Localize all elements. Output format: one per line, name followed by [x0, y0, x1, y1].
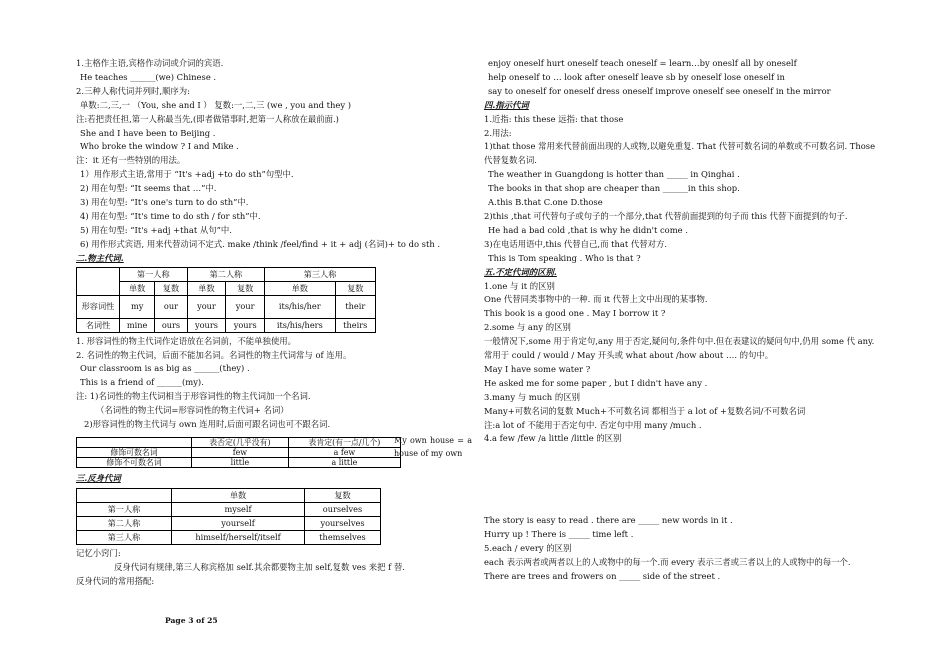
row-label: 第一人称 — [77, 502, 172, 516]
text-line: 3) 用在句型: “It's one's turn to do sth”中. — [80, 197, 249, 208]
section-heading-indefinite: 五.不定代词的区别. — [484, 266, 557, 277]
table-row — [77, 457, 401, 467]
table-header-cell: 第三人称 — [265, 267, 376, 281]
text-line: 2.some 与 any 的区别 — [484, 322, 571, 333]
table-header-cell: 复数 — [226, 281, 265, 295]
section-heading-possessive: 二.物主代词. — [76, 252, 124, 263]
table-row — [77, 530, 381, 544]
table-cell: your — [226, 295, 265, 318]
text-line: 3.many 与 much 的区别 — [484, 391, 580, 402]
text-line: 单数:二,三,一 （You, she and I ） 复数:一,二,三 (we , you and they ) — [80, 99, 352, 110]
text-line: The books in that shop are cheaper than ______in this shop. — [488, 183, 740, 194]
text-line: This book is a good one . May I borrow it ? — [484, 308, 666, 319]
table-header-row — [77, 437, 401, 447]
text-line: 1)that those 常用来代替前面出现的人或物,以避免重复. That 代替可数名词的单数或不可数名词. Those 代替复数名词. — [484, 141, 876, 166]
table-cell: themselves — [305, 530, 381, 544]
text-line: 反身代词的常用搭配: — [76, 575, 155, 586]
text-line: 2.用法: — [484, 127, 512, 138]
text-line: 2)this ,that 可代替句子或句子的一个部分,that 代替前面提到的句子而 this 代替下面提到的句子. — [484, 210, 848, 221]
row-label: 形容词性 — [77, 295, 120, 318]
text-line: This is a friend of ______(my). — [80, 377, 204, 388]
table-header-row — [77, 281, 376, 295]
row-label: 第三人称 — [77, 530, 172, 544]
text-line: He asked me for some paper , but I didn't have any . — [484, 377, 708, 388]
table-cell: their — [335, 295, 375, 318]
page-number: Page 3 of 25 — [165, 616, 218, 625]
table-cell: its/his/hers — [265, 318, 336, 332]
table-header-cell: 单数 — [265, 281, 336, 295]
text-line: May I have some water ? — [484, 363, 591, 374]
table-header-cell: 单数 — [187, 281, 226, 295]
table-cell: ours — [155, 318, 187, 332]
text-line: 4.a few /few /a little /little 的区别 — [484, 433, 622, 444]
table-cell: myself — [172, 502, 305, 516]
section-heading-demonstrative: 四.指示代词 — [484, 99, 529, 110]
text-line: 注: 1)名词性的物主代词相当于形容词性的物主代词加一个名词. — [76, 391, 311, 402]
text-line: 2) 用在句型: “It seems that …”中. — [80, 183, 217, 194]
row-label: 修饰不可数名词 — [77, 457, 192, 467]
text-line: 4) 用在句型: “It's time to do sth / for sth”中. — [80, 210, 261, 221]
text-line: 1.one 与 it 的区别 — [484, 280, 555, 291]
side-note: My own house = a house of my own — [394, 435, 472, 458]
table-header-cell: 第二人称 — [187, 267, 264, 281]
blank-space — [484, 446, 880, 514]
table-cell: our — [155, 295, 187, 318]
text-line: 5) 用在句型: “It's +adj +that 从句”中. — [80, 224, 232, 235]
row-label: 第二人称 — [77, 516, 172, 530]
text-line: Who broke the window ? I and Mike . — [80, 141, 239, 152]
table-cell: a little — [288, 457, 400, 467]
table-cell: theirs — [335, 318, 375, 332]
row-label: 名词性 — [77, 318, 120, 332]
table-header-cell — [77, 437, 192, 447]
table-cell: yourselves — [305, 516, 381, 530]
table-cell: yours — [226, 318, 265, 332]
text-line: 1）用作形式主语,常用于 “It's +adj +to do sth”句型中. — [80, 169, 294, 180]
text-line: The weather in Guangdong is hotter than _____ in Qinghai . — [488, 169, 740, 180]
text-line: enjoy oneself hurt oneself teach oneself = learn…by oneslf all by oneself — [488, 58, 797, 68]
table-cell — [77, 267, 120, 295]
text-line: 1.主格作主语,宾格作动词或介词的宾语. — [76, 58, 224, 68]
table-cell: ourselves — [305, 502, 381, 516]
text-line: say to oneself for oneself dress oneself improve oneself see oneself in the mirror — [488, 85, 831, 96]
row-label: 修饰可数名词 — [77, 447, 192, 457]
text-line: He had a bad cold ,that is why he didn't come . — [488, 224, 688, 235]
text-line: 1.近指: this these 远指: that those — [484, 113, 624, 124]
table-cell: yourself — [172, 516, 305, 530]
text-line: Our classroom is as big as ______(they) . — [80, 363, 250, 374]
text-line: 2)形容词性的物主代词与 own 连用时,后面可跟名词也可不跟名词. — [84, 419, 331, 430]
text-line: He teaches ______(we) Chinese . — [80, 71, 217, 82]
text-line: A.this B.that C.one D.those — [488, 197, 603, 208]
table-cell: a few — [288, 447, 400, 457]
text-line: She and I have been to Beijing . — [80, 127, 216, 138]
table-cell: yours — [187, 318, 226, 332]
table-header-cell — [77, 488, 172, 502]
text-line: each 表示两者或两者以上的人或物中的每一个.而 every 表示三者或三者以上的人或物中的每一个. — [484, 557, 851, 568]
text-line: 2. 名词性的物主代词，后面不能加名词。名词性的物主代词常与 of 连用。 — [76, 349, 352, 360]
table-header-cell: 复数 — [335, 281, 375, 295]
possessive-pronoun-table — [76, 267, 376, 333]
table-header-cell: 复数 — [305, 488, 381, 502]
table-header-cell: 复数 — [155, 281, 187, 295]
table-cell: mine — [120, 318, 155, 332]
table-header-cell: 单数 — [120, 281, 155, 295]
few-little-table — [76, 437, 401, 468]
table-row — [77, 295, 376, 318]
text-line: There are trees and frowers on _____ side of the street . — [484, 571, 721, 581]
text-line: 记忆小窍门: — [76, 547, 121, 558]
text-line: This is Tom speaking . Who is that ? — [488, 252, 641, 263]
text-line: help oneself to … look after oneself leave sb by oneself lose oneself in — [488, 71, 785, 82]
left-column — [76, 57, 472, 589]
table-row — [77, 502, 381, 516]
text-line: 注:a lot of 不能用于否定句中. 否定句中用 many /much . — [484, 419, 702, 430]
right-column — [484, 57, 880, 584]
text-line: 6) 用作形式宾语, 用来代替动词不定式. make /think /feel/find + it + adj (名词)+ to do sth . — [80, 238, 441, 249]
text-line: 一般情况下,some 用于肯定句,any 用于否定,疑问句,条件句中.但在表建议的疑问句中,仍用 some 代 any. 常用于 could / would / May 开头或 what about /how about …. 的句中。 — [484, 336, 875, 361]
table-cell: little — [192, 457, 289, 467]
table-cell: himself/herself/itself — [172, 530, 305, 544]
text-line: 2.三种人称代词并列时,顺序为: — [76, 85, 190, 96]
text-line: 注：it 还有一些特别的用法。 — [76, 155, 186, 166]
table-row — [77, 318, 376, 332]
text-line: 5.each / every 的区别 — [484, 543, 572, 554]
text-line: Hurry up ! There is _____ time left . — [484, 529, 634, 540]
table-cell: its/his/her — [265, 295, 336, 318]
text-line: 反身代词有规律,第三人称宾格加 self.其余都要物主加 self,复数 ves 来把 f 替. — [114, 561, 405, 572]
table-header-row — [77, 267, 376, 281]
table-row — [77, 516, 381, 530]
text-line: The story is easy to read . there are _____ new words in it . — [484, 515, 733, 526]
text-line: One 代替同类事物中的一种. 而 it 代替上文中出现的某事物. — [484, 294, 708, 305]
table-header-cell: 表否定(几乎没有) — [192, 437, 289, 447]
table-header-cell: 第一人称 — [120, 267, 188, 281]
text-line: Many+可数名词的复数 Much+不可数名词 都相当于 a lot of +复数名词/不可数名词 — [484, 405, 806, 416]
table-header-cell: 单数 — [172, 488, 305, 502]
section-heading-reflexive: 三.反身代词 — [76, 472, 121, 483]
text-line: 1. 形容词性的物主代词作定语放在名词前，不能单独使用。 — [76, 335, 297, 346]
reflexive-pronoun-table — [76, 488, 381, 545]
text-line: 3)在电话用语中,this 代替自己,而 that 代替对方. — [484, 238, 668, 249]
table-row — [77, 447, 401, 457]
table-cell: your — [187, 295, 226, 318]
table-cell: few — [192, 447, 289, 457]
text-line: （名词性的物主代词=形容词性的物主代词+ 名词） — [96, 405, 289, 416]
table-header-row — [77, 488, 381, 502]
table-cell: my — [120, 295, 155, 318]
few-little-block — [76, 432, 472, 472]
text-line: 注:若把责任担,第一人称最当先,(即者做错事时,把第一人称放在最前面.) — [76, 113, 339, 124]
table-header-cell: 表肯定(有一点/几个) — [288, 437, 400, 447]
